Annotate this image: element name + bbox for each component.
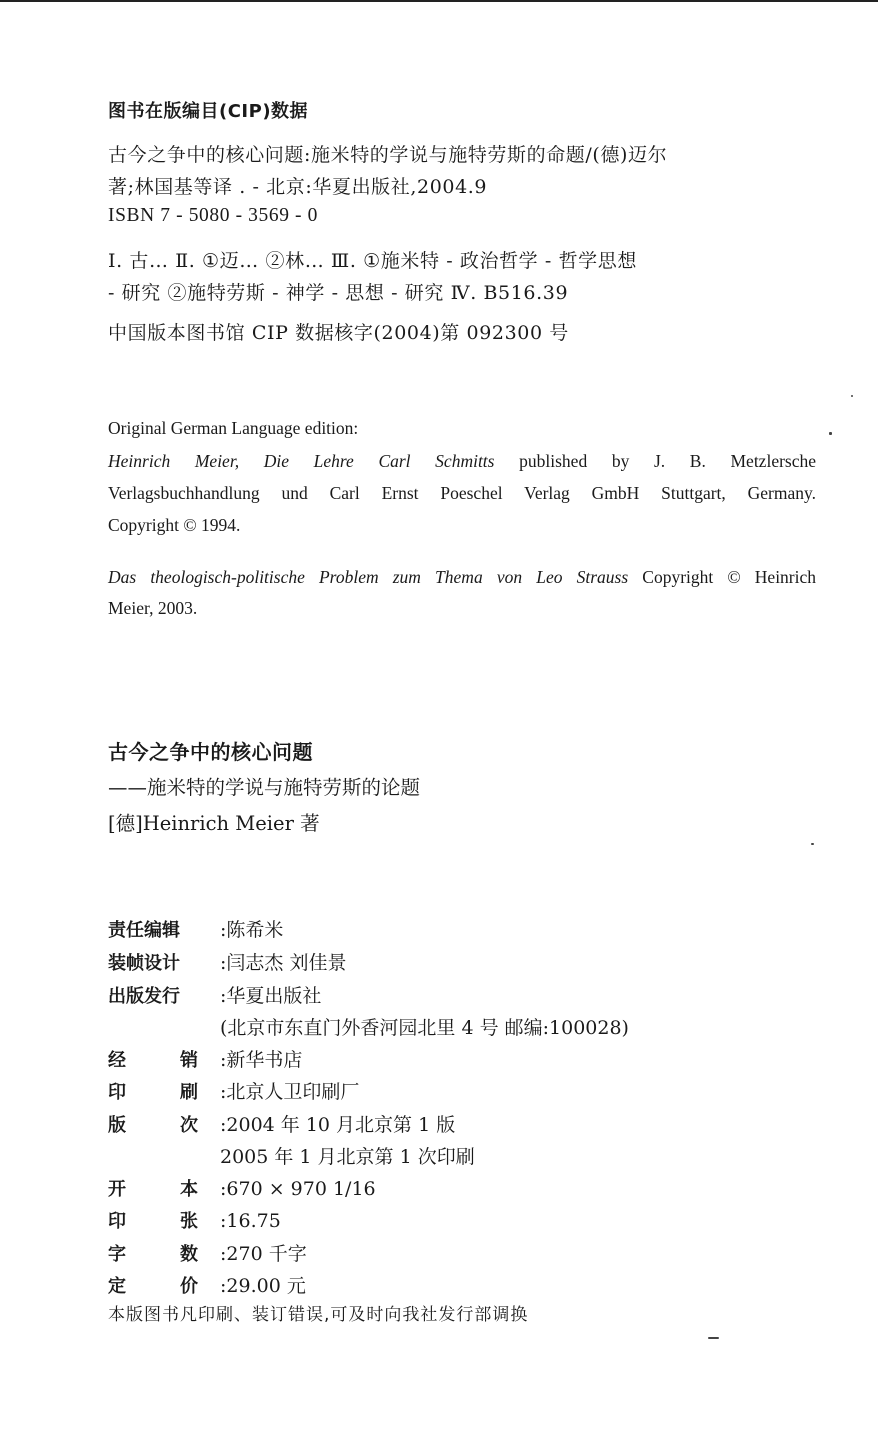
colophon-words	[108, 1239, 307, 1266]
distributor-label	[108, 1046, 220, 1072]
publisher-address: (北京市东直门外香河园北里 4 号 邮编:100028)	[220, 1017, 629, 1039]
colophon-price	[108, 1271, 306, 1298]
original-copyright-2: Copyright © Heinrich	[642, 567, 817, 587]
original-edition-line2	[108, 451, 816, 472]
top-border	[0, 0, 878, 2]
printer-label-char1: 印	[108, 1082, 126, 1103]
cip-title-line2: 著;林国基等译 . - 北京:华夏出版社,2004.9	[108, 176, 488, 198]
cip-title-line1: 古今之争中的核心问题:施米特的学说与施特劳斯的命题/(德)迈尔	[108, 144, 668, 166]
sheets-label-char2: 张	[180, 1211, 198, 1232]
scan-speck	[708, 1337, 719, 1339]
original-publisher: published by J. B. Metzlersche	[519, 451, 817, 471]
design-value: :闫志杰 刘佳景	[220, 952, 347, 974]
original-copyright-3: Meier, 2003.	[108, 598, 198, 618]
price-value: :29.00 元	[220, 1275, 306, 1297]
price-label	[108, 1272, 220, 1298]
printer-label	[108, 1078, 220, 1104]
colophon-edition	[108, 1110, 455, 1137]
scan-speck	[851, 395, 853, 397]
original-edition-label: Original German Language edition:	[108, 418, 359, 438]
book-subtitle: ——施米特的学说与施特劳斯的论题	[108, 776, 421, 799]
scan-speck	[811, 843, 814, 845]
colophon-printer	[108, 1077, 359, 1104]
editor-value: :陈希米	[220, 919, 284, 941]
cip-classification-line2: - 研究 ②施特劳斯 - 神学 - 思想 - 研究 Ⅳ. B516.39	[108, 282, 569, 304]
footer-notice: 本版图书凡印刷、装订错误,可及时向我社发行部调换	[108, 1305, 529, 1325]
colophon-sheets	[108, 1207, 281, 1233]
colophon-publisher	[108, 981, 321, 1008]
original-edition-line3: Verlagsbuchhandlung und Carl Ernst Poeschel Verlag GmbH Stuttgart, Germany.	[108, 483, 816, 503]
printing-info: 2005 年 1 月北京第 1 次印刷	[220, 1146, 475, 1168]
original-title-2: Das theologisch-politische Problem zum Thema von Leo Strauss	[108, 567, 629, 587]
edition-label-char1: 版	[108, 1115, 126, 1136]
colophon-format	[108, 1175, 376, 1201]
edition-label-char2: 次	[180, 1115, 198, 1136]
format-value: :670 × 970 1/16	[220, 1178, 376, 1200]
edition-value: :2004 年 10 月北京第 1 版	[220, 1114, 456, 1136]
words-label-char1: 字	[108, 1244, 126, 1265]
format-label-char1: 开	[108, 1179, 126, 1200]
format-label-char2: 本	[180, 1179, 198, 1200]
original-copyright-1: Copyright © 1994.	[108, 515, 241, 535]
words-label	[108, 1240, 220, 1266]
printer-value: :北京人卫印刷厂	[220, 1081, 360, 1103]
sheets-value: :16.75	[220, 1210, 281, 1232]
format-label	[108, 1175, 220, 1201]
design-label: 装帧设计	[108, 953, 180, 974]
colophon-distributor	[108, 1045, 302, 1072]
words-value: :270 千字	[220, 1243, 307, 1265]
colophon-editor	[108, 915, 283, 942]
original-title-1: Heinrich Meier, Die Lehre Carl Schmitts	[108, 451, 495, 471]
editor-label: 责任编辑	[108, 920, 180, 941]
distributor-label-char2: 销	[180, 1050, 198, 1071]
edition-label	[108, 1111, 220, 1137]
price-label-char2: 价	[180, 1276, 198, 1297]
printer-label-char2: 刷	[180, 1082, 198, 1103]
scan-speck	[829, 432, 832, 435]
cip-heading: 图书在版编目(CIP)数据	[108, 101, 309, 122]
words-label-char2: 数	[180, 1244, 198, 1265]
cip-number: 中国版本图书馆 CIP 数据核字(2004)第 092300 号	[108, 322, 569, 344]
price-label-char1: 定	[108, 1276, 126, 1297]
original-edition-line5	[108, 567, 816, 588]
sheets-label	[108, 1207, 220, 1233]
cip-isbn: ISBN 7 - 5080 - 3569 - 0	[108, 205, 318, 226]
sheets-label-char1: 印	[108, 1211, 126, 1232]
distributor-label-char1: 经	[108, 1050, 126, 1071]
distributor-value: :新华书店	[220, 1049, 303, 1071]
book-title: 古今之争中的核心问题	[108, 740, 313, 764]
colophon-design	[108, 948, 346, 975]
book-author: [德]Heinrich Meier 著	[108, 812, 320, 835]
cip-classification-line1: Ⅰ. 古… Ⅱ. ①迈… ②林… Ⅲ. ①施米特 - 政治哲学 - 哲学思想	[108, 250, 637, 272]
publisher-value: :华夏出版社	[220, 985, 322, 1007]
publisher-label: 出版发行	[108, 986, 180, 1007]
